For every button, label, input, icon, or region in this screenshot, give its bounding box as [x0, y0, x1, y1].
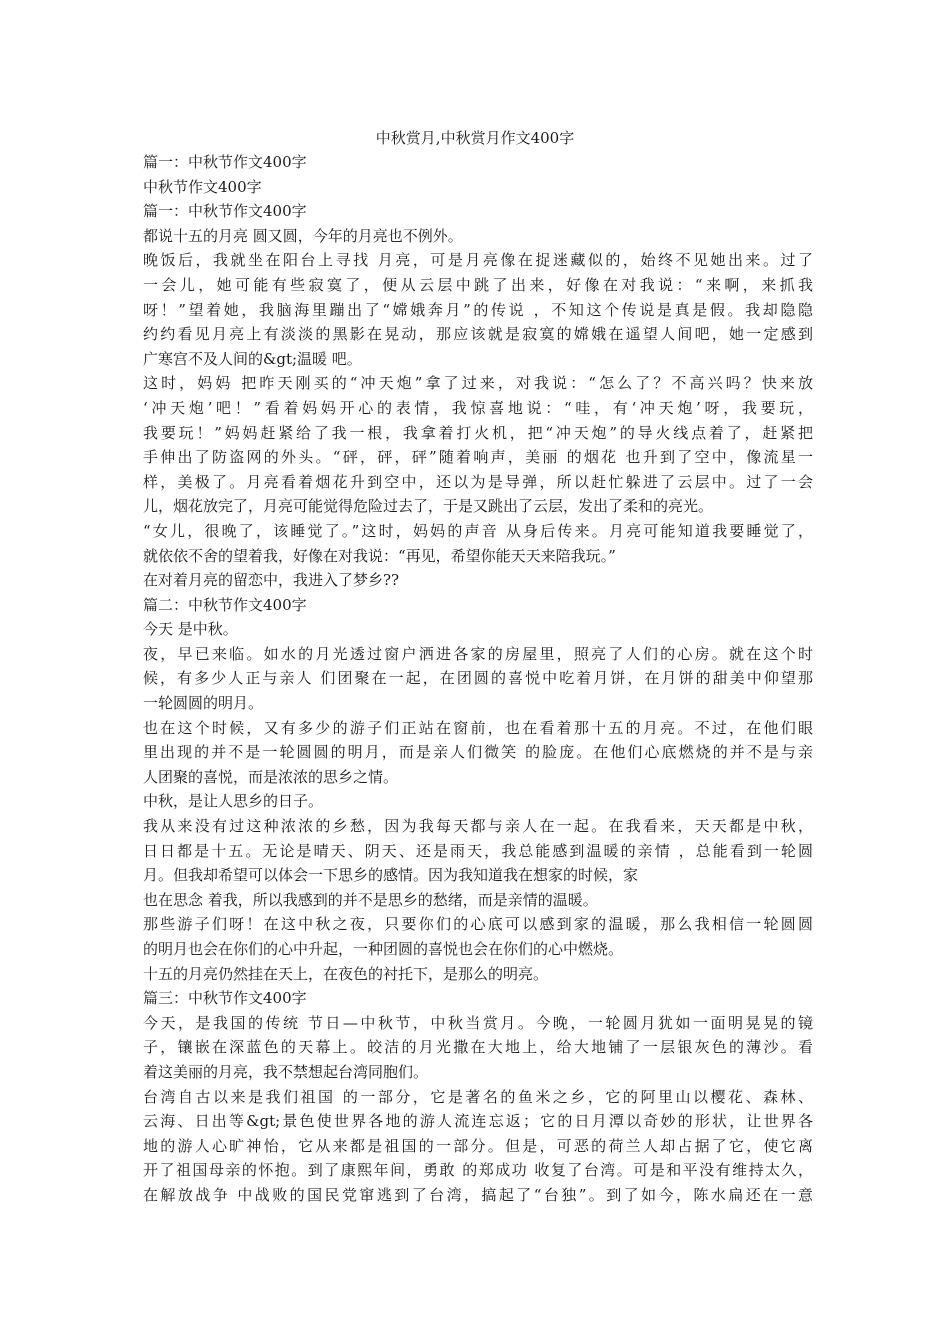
text-line: 今天 是中秋。 [143, 620, 238, 639]
text-line: 都说十五的月亮 圆又圆，今年的月亮也不例外。 [143, 226, 463, 245]
text-line: 我要玩！”妈妈赶紧给了我一根，我拿着打火机，把“冲天炮”的导火线点着了，赶紧把 [143, 423, 813, 442]
text-line: 手伸出了防盗网的外头。“砰，砰，砰”随着响声，美丽 的烟花 也升到了空中，像流星一 [143, 448, 813, 467]
text-line: 就依依不舍的望着我，好像在对我说：“再见，希望你能天天来陪我玩。” [143, 546, 616, 565]
text-line: 篇三：中秋节作文400字 [143, 989, 307, 1008]
text-line: 日日都是十五。无论是晴天、阴天、还是雨天，我总能感到温暖的亲情 ，总能看到一轮圆 [143, 841, 813, 860]
text-line: 篇一：中秋节作文400字 [143, 153, 307, 171]
text-line: 中秋节作文400字 [143, 177, 262, 196]
text-line: 我从来没有过这种浓浓的乡愁，因为我每天都与亲人在一起。在我看来，天天都是中秋， [143, 817, 813, 836]
text-line: 里出现的并不是一轮圆圆的明月，而是亲人们微笑 的脸庞。在他们心底燃烧的并不是与亲 [143, 743, 813, 762]
text-line: 在对着月亮的留恋中，我进入了梦乡?? [143, 571, 400, 590]
text-line: 的明月也会在你们的心中升起，一种团圆的喜悦也会在你们的心中燃烧。 [143, 940, 624, 958]
text-line: 一轮圆圆的明月。 [143, 694, 264, 713]
text-line: 广寒宫不及人间的&gt;温暖 吧。 [143, 349, 362, 368]
document-body [143, 150, 813, 1208]
text-line: 人团聚的喜悦，而是浓浓的思乡之情。 [143, 767, 399, 786]
text-line: 在解放战争 中战败的国民党窜逃到了台湾，搞起了“台独”。到了如今，陈水扁还在一意 [143, 1185, 813, 1204]
text-line: 也在思念 着我，所以我感到的并不是思乡的愁绪，而是亲情的温暖。 [143, 890, 598, 909]
text-line: 那些游子们呀！在这中秋之夜，只要你们的心底可以感到家的温暖，那么我相信一轮圆圆 [143, 915, 813, 934]
text-line: “女儿，很晚了，该睡觉了。”这时，妈妈的声音 从身后传来。月亮可能知道我要睡觉了， [143, 521, 813, 540]
text-line: 十五的月亮仍然挂在天上，在夜色的衬托下，是那么的明亮。 [143, 964, 549, 983]
text-line: 儿，烟花放完了，月亮可能觉得危险过去了，于是又跳出了云层，发出了柔和的亮光。 [143, 497, 714, 516]
text-line: 晚饭后，我就坐在阳台上寻找 月亮，可是月亮像在捉迷藏似的，始终不见她出来。过了 [143, 251, 813, 270]
text-line: 篇二：中秋节作文400字 [143, 595, 307, 614]
text-line: ‘冲天炮’吧！”看着妈妈开心的表情，我惊喜地说：“哇，有‘冲天炮’呀，我要玩， [143, 398, 813, 417]
text-line: 夜，早已来临。如水的月光透过窗户洒进各家的房屋里，照亮了人们的心房。就在这个时 [143, 644, 813, 663]
text-line: 今天，是我国的传统 节日—中秋节，中秋当赏月。今晚，一轮圆月犹如一面明晃晃的镜 [143, 1013, 813, 1032]
text-line: 月。但我却希望可以体会一下思乡的感情。因为我知道我在想家的时候，家 [143, 866, 639, 885]
text-line: 开了祖国母亲的怀抱。到了康熙年间，勇敢 的郑成功 收复了台湾。可是和平没有维持太久， [143, 1161, 813, 1180]
text-line: 子，镶嵌在深蓝色的天幕上。皎洁的月光撒在大地上，给大地铺了一层银灰色的薄沙。看 [143, 1038, 813, 1057]
text-line: 候，有多少人正与亲人 们团聚在一起，在团圆的喜悦中吃着月饼，在月饼的甜美中仰望那 [143, 669, 813, 688]
text-line: 着这美丽的月亮，我不禁想起台湾同胞们。 [143, 1062, 429, 1081]
text-line: 样，美极了。月亮看着烟花升到空中，还以为是导弹，所以赶忙躲进了云层中。过了一会 [143, 472, 813, 491]
text-line: 一会儿，她可能有些寂寞了，便从云层中跳了出来，好像在对我说：“来啊，来抓我 [143, 275, 813, 294]
text-line: 也在这个时候，又有多少的游子们正站在窗前，也在看着那十五的月亮。不过，在他们眼 [143, 718, 813, 737]
text-line: 云海、日出等&gt;景色使世界各地的游人流连忘返；它的日月潭以奇妙的形状，让世界各 [143, 1112, 813, 1131]
document-title: 中秋赏月,中秋赏月作文400字 [375, 129, 575, 147]
text-line: 地的游人心旷神怡，它从来都是祖国的一部分。但是，可恶的荷兰人却占据了它，使它离 [143, 1136, 813, 1155]
text-line: 这时，妈妈 把昨天刚买的“冲天炮”拿了过来，对我说：“怎么了？不高兴吗？快来放 [143, 374, 813, 393]
text-line: 约约看见月亮上有淡淡的黑影在晃动，那应该就是寂寞的嫦娥在遥望人间吧，她一定感到 [143, 325, 813, 344]
text-line: 呀！”望着她，我脑海里蹦出了“嫦娥奔月”的传说 ，不知这个传说是真是假。我却隐隐 [143, 300, 813, 319]
text-line: 篇一：中秋节作文400字 [143, 202, 307, 221]
text-line: 台湾自古以来是我们祖国 的一部分，它是著名的鱼米之乡，它的阿里山以樱花、森林、 [143, 1087, 813, 1106]
text-line: 中秋，是让人思乡的日子。 [143, 792, 324, 811]
